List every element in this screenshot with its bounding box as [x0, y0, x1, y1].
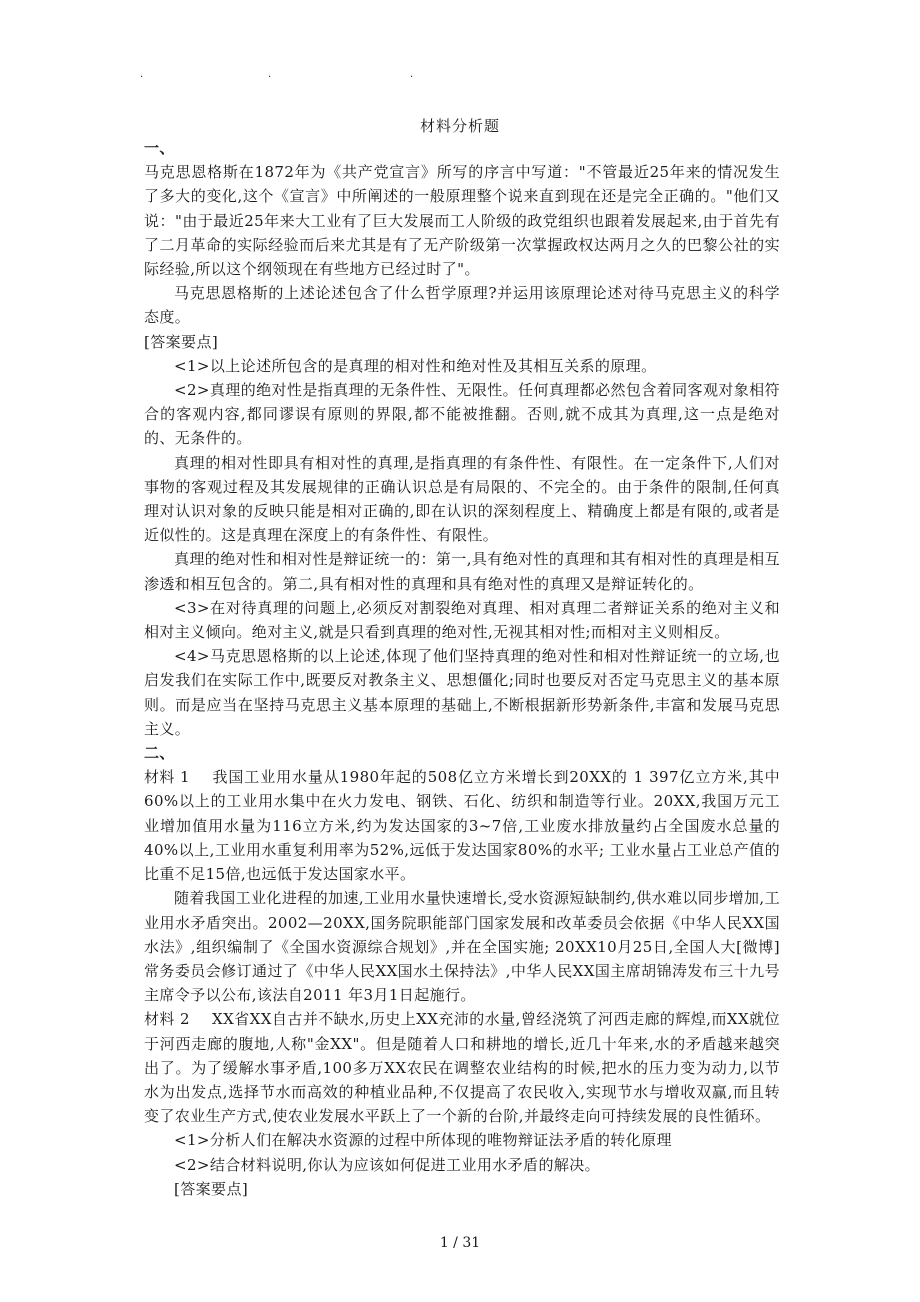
section-heading-1: 一、	[144, 139, 175, 157]
header-dots	[140, 70, 440, 80]
answer-label-2: [答案要点]	[174, 1179, 249, 1198]
page-indicator: 1 / 31	[439, 1235, 481, 1251]
material-2-paragraph	[144, 1007, 780, 1128]
header-dot: .	[410, 69, 414, 80]
section-heading-2: 二、	[144, 744, 175, 763]
material-2-text: XX省XX自古并不缺水,历史上XX充沛的水量,曾经浇筑了河西走廊的辉煌,而XX就位于河西走廊的腹地,人称"金XX"。但是随着人口和耕地的增长,近几十年来,水的矛盾越来越突出了。为了缓解水事矛盾,100多万XX农民在调整农业结构的时候,把水的压力变为动力,以节水为出发点,选择节水而高效的种植业品种,不仅提高了农民收入,实现节水与增收双赢,而且转变了农业生产方式,使农业发展水平跃上了一个新的台阶,并最终走向可持续发展的良性循环。	[144, 1010, 780, 1126]
header-dot: .	[268, 69, 272, 80]
answer-point-2: <2>真理的绝对性是指真理的无条件性、无限性。任何真理都必然包含着同客观对象相符合的客观内容,都同谬误有原则的界限,都不能被推翻。否则,就不成其为真理,这一点是绝对的、无条件的。	[144, 381, 780, 448]
material-1-paragraph-2: 随着我国工业化进程的加速,工业用水量快速增长,受水资源短缺制约,供水难以同步增加,工业用水矛盾突出。2002—20XX,国务院职能部门国家发展和改革委员会依据《中华人民XX国水法》,组织编制了《全国水资源综合规划》,并在全国实施; 20XX10月25日,全国人大[微博]常务委员会修订通过了《中华人民XX国水土保持法》,中华人民XX国主席胡锦涛发布三十九号主席令予以公布,该法自2011 年3月1日起施行。	[144, 889, 780, 1005]
document-title: 材料分析题	[419, 117, 500, 135]
question-paragraph: 马克思恩格斯的上述论述包含了什么哲学原理?并运用该原理论述对待马克思主义的科学态度。	[144, 284, 780, 327]
answer-point-4: <4>马克思恩格斯的以上论述,体现了他们坚持真理的绝对性和相对性辩证统一的立场,也启发我们在实际工作中,既要反对教条主义、思想僵化;同时也要反对否定马克思主义的基本原则。而是应当在坚持马克思主义基本原理的基础上,不断根据新形势新条件,丰富和发展马克思主义。	[144, 647, 780, 738]
answer-point-2c: 真理的绝对性和相对性是辩证统一的：第一,具有绝对性的真理和其有相对性的真理是相互渗透和相互包含的。第二,具有相对性的真理和具有绝对性的真理又是辩证转化的。	[144, 550, 780, 593]
question-1: <1>分析人们在解决水资源的过程中所体现的唯物辩证法矛盾的转化原理	[174, 1131, 672, 1150]
answer-point-2b: 真理的相对性即具有相对性的真理,是指真理的有条件性、有限性。在一定条件下,人们对事物的客观过程及其发展规律的正确认识总是有局限的、不完全的。由于条件的限制,任何真理对认识对象的反映只能是相对正确的,即在认识的深刻程度上、精确度上都是有限的,或者是近似性的。这是真理在深度上的有条件性、有限性。	[144, 453, 780, 545]
document-body	[144, 136, 780, 1201]
quote-paragraph: 马克思恩格斯在1872年为《共产党宣言》所写的序言中写道："不管最近25年来的情况发生了多大的变化,这个《宣言》中所阐述的一般原理整个说来直到现在还是完全正确的。"他们又说："由于最近25年来大工业有了巨大发展而工人阶级的政党组织也跟着发展起来,由于首先有了二月革命的实际经验而后来尤其是有了无产阶级第一次掌握政权达两月之久的巴黎公社的实际经验,所以这个纲领现在有些地方已经过时了"。	[144, 163, 780, 279]
material-1-label: 材料 1	[144, 768, 190, 787]
question-2: <2>结合材料说明,你认为应该如何促进工业用水矛盾的解决。	[174, 1155, 601, 1174]
material-1-text: 我国工业用水量从1980年起的508亿立方米增长到20XX的 1 397亿立方米,其中60%以上的工业用水集中在火力发电、钢铁、石化、纺织和制造等行业。20XX,我国万元工业增加值用水量为116立方米,约为发达国家的3~7倍,工业废水排放量约占全国废水总量的40%以上,工业用水重复利用率为52%,远低于发达国家80%的水平; 工业水量占工业总产值的比重不足15倍,也远低于发达国家水平。	[144, 768, 780, 884]
answer-point-1: <1>以上论述所包含的是真理的相对性和绝对性及其相互关系的原理。	[174, 356, 657, 375]
answer-point-3: <3>在对待真理的问题上,必须反对割裂绝对真理、相对真理二者辩证关系的绝对主义和相对主义倾向。绝对主义,就是只看到真理的绝对性,无视其相对性;而相对主义则相反。	[144, 598, 780, 642]
header-dot: .	[140, 69, 144, 80]
material-1-paragraph	[144, 765, 780, 886]
answer-label: [答案要点]	[144, 332, 219, 351]
material-2-label: 材料 2	[144, 1010, 190, 1029]
